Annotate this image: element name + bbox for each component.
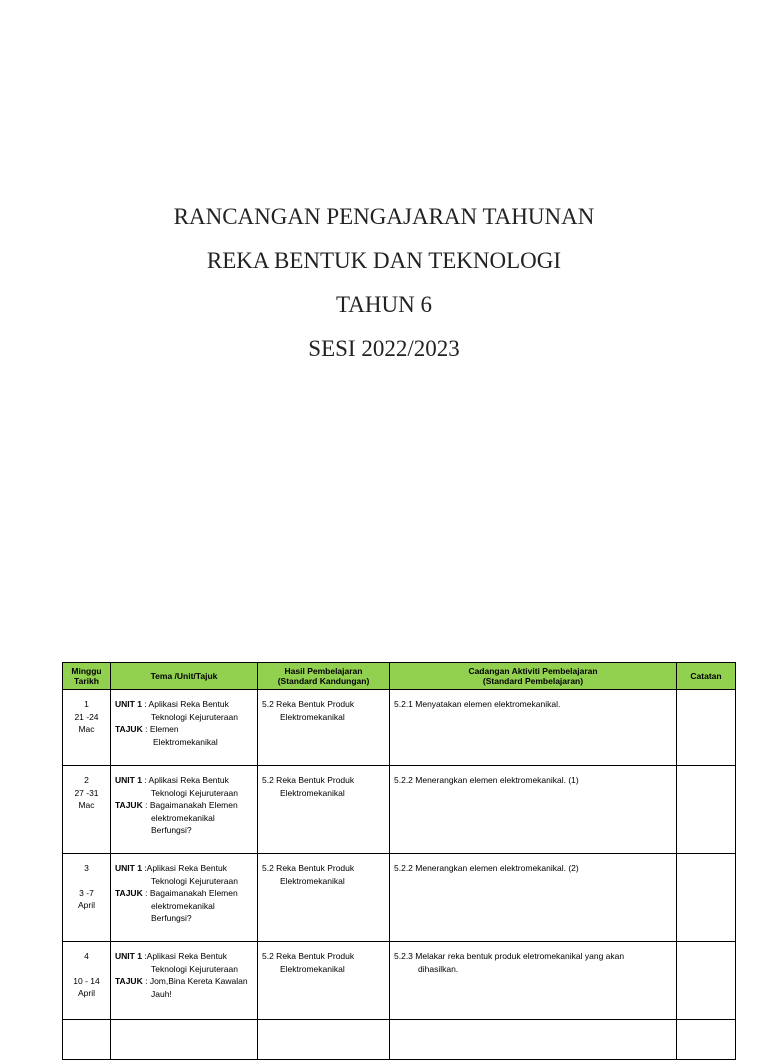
hasil-line1: 5.2 Reka Bentuk Produk [262,699,355,709]
week-number: 1 [84,699,89,709]
cell-aktiviti [390,1020,677,1060]
cell-tema [111,1020,258,1060]
hasil-line2: Elektromekanikal [280,875,345,886]
aktiviti-line1: 5.2.2 Menerangkan elemen elektromekanikal. (1) [394,775,579,785]
title-line-3: TAHUN 6 [336,292,432,317]
cell-aktiviti [390,766,677,854]
table-row [63,854,736,942]
unit-continuation: Teknologi Kejuruteraan [151,963,238,974]
hasil-line2: Elektromekanikal [280,963,345,974]
cell-hasil [258,690,390,766]
header-minggu: Minggu [71,665,102,676]
tajuk-text: : Jom,Bina Kereta Kawalan [145,976,248,986]
tajuk-continuation-2: Berfungsi? [151,825,192,835]
cell-catatan [677,1020,736,1060]
date-range: 10 - 14 [73,975,100,986]
tajuk-line [115,887,253,900]
unit-text: : Aplikasi Reka Bentuk [144,775,229,785]
header-aktiviti-line2: (Standard Pembelajaran) [482,676,584,686]
header-aktiviti [390,663,677,690]
cell-minggu-tarikh [63,766,111,854]
cell-hasil [258,942,390,1020]
tajuk-continuation: elektromekanikal [151,812,215,823]
unit-line [115,950,253,963]
document-title-block [0,195,768,371]
hasil-line1: 5.2 Reka Bentuk Produk [262,775,355,785]
hasil-line1: 5.2 Reka Bentuk Produk [262,951,355,961]
tajuk-key: TAJUK [115,800,143,810]
cell-aktiviti [390,942,677,1020]
date-month: April [77,900,95,910]
header-aktiviti-line1: Cadangan Aktiviti Pembelajaran [468,665,598,676]
tajuk-line [115,975,253,988]
unit-text: :Aplikasi Reka Bentuk [144,951,227,961]
unit-continuation: Teknologi Kejuruteraan [151,787,238,798]
cell-aktiviti [390,690,677,766]
lesson-plan-table [62,662,736,1060]
date-range: 27 -31 [74,787,99,798]
date-month: Mac [78,724,95,734]
aktiviti-line2: dihasilkan. [418,963,459,974]
cell-minggu-tarikh [63,942,111,1020]
table-row [63,690,736,766]
tajuk-continuation: Elektromekanikal [153,736,218,747]
tajuk-key: TAJUK [115,724,143,734]
unit-key: UNIT 1 [115,951,142,961]
header-catatan: Catatan [677,663,736,690]
cell-hasil [258,854,390,942]
week-number: 3 [84,863,89,873]
cell-tema [111,942,258,1020]
cell-aktiviti [390,854,677,942]
aktiviti-line1: 5.2.1 Menyatakan elemen elektromekanikal. [394,699,561,709]
unit-key: UNIT 1 [115,863,142,873]
date-month: April [77,988,95,998]
table-header-row [63,663,736,690]
aktiviti-line1: 5.2.3 Melakar reka bentuk produk eletromekanikal yang akan [394,951,625,961]
week-number: 2 [84,775,89,785]
hasil-line2: Elektromekanikal [280,711,345,722]
cell-catatan [677,766,736,854]
aktiviti-line1: 5.2.2 Menerangkan elemen elektromekanikal. (2) [394,863,579,873]
tajuk-key: TAJUK [115,888,143,898]
cell-minggu-tarikh [63,854,111,942]
header-minggu-tarikh [63,663,111,690]
tajuk-key: TAJUK [115,976,143,986]
unit-key: UNIT 1 [115,699,142,709]
header-hasil-line1: Hasil Pembelajaran [284,665,363,676]
unit-continuation: Teknologi Kejuruteraan [151,711,238,722]
date-month: Mac [78,800,95,810]
cell-hasil [258,766,390,854]
hasil-line2: Elektromekanikal [280,787,345,798]
spacer [67,963,106,975]
table-row-partial [63,1020,736,1060]
unit-text: : Aplikasi Reka Bentuk [144,699,229,709]
date-range: 21 -24 [74,711,99,722]
tajuk-text: : Bagaimanakah Elemen [145,888,238,898]
cell-catatan [677,942,736,1020]
title-line-4: SESI 2022/2023 [308,336,460,361]
unit-line [115,698,253,711]
hasil-line1: 5.2 Reka Bentuk Produk [262,863,355,873]
cell-catatan [677,690,736,766]
tajuk-continuation: elektromekanikal [151,900,215,911]
unit-line [115,774,253,787]
unit-text: :Aplikasi Reka Bentuk [144,863,227,873]
tajuk-text: : Bagaimanakah Elemen [145,800,238,810]
cell-hasil [258,1020,390,1060]
cell-tema [111,766,258,854]
unit-continuation: Teknologi Kejuruteraan [151,875,238,886]
cell-minggu-tarikh [63,1020,111,1060]
tajuk-text: : Elemen [145,724,179,734]
tajuk-line [115,723,253,736]
unit-line [115,862,253,875]
title-line-1: RANCANGAN PENGAJARAN TAHUNAN [173,204,595,229]
header-tema: Tema /Unit/Tajuk [111,663,258,690]
spacer [67,875,106,887]
header-hasil [258,663,390,690]
tajuk-continuation-2: Berfungsi? [151,913,192,923]
cell-tema [111,854,258,942]
cell-tema [111,690,258,766]
week-number: 4 [84,951,89,961]
tajuk-continuation: Jauh! [151,988,172,999]
title-line-2: REKA BENTUK DAN TEKNOLOGI [206,248,562,273]
table-row [63,766,736,854]
cell-catatan [677,854,736,942]
table-row [63,942,736,1020]
tajuk-line [115,799,253,812]
date-range: 3 -7 [79,887,94,898]
unit-key: UNIT 1 [115,775,142,785]
cell-minggu-tarikh [63,690,111,766]
header-tarikh: Tarikh [74,676,99,686]
header-hasil-line2: (Standard Kandungan) [277,676,370,686]
